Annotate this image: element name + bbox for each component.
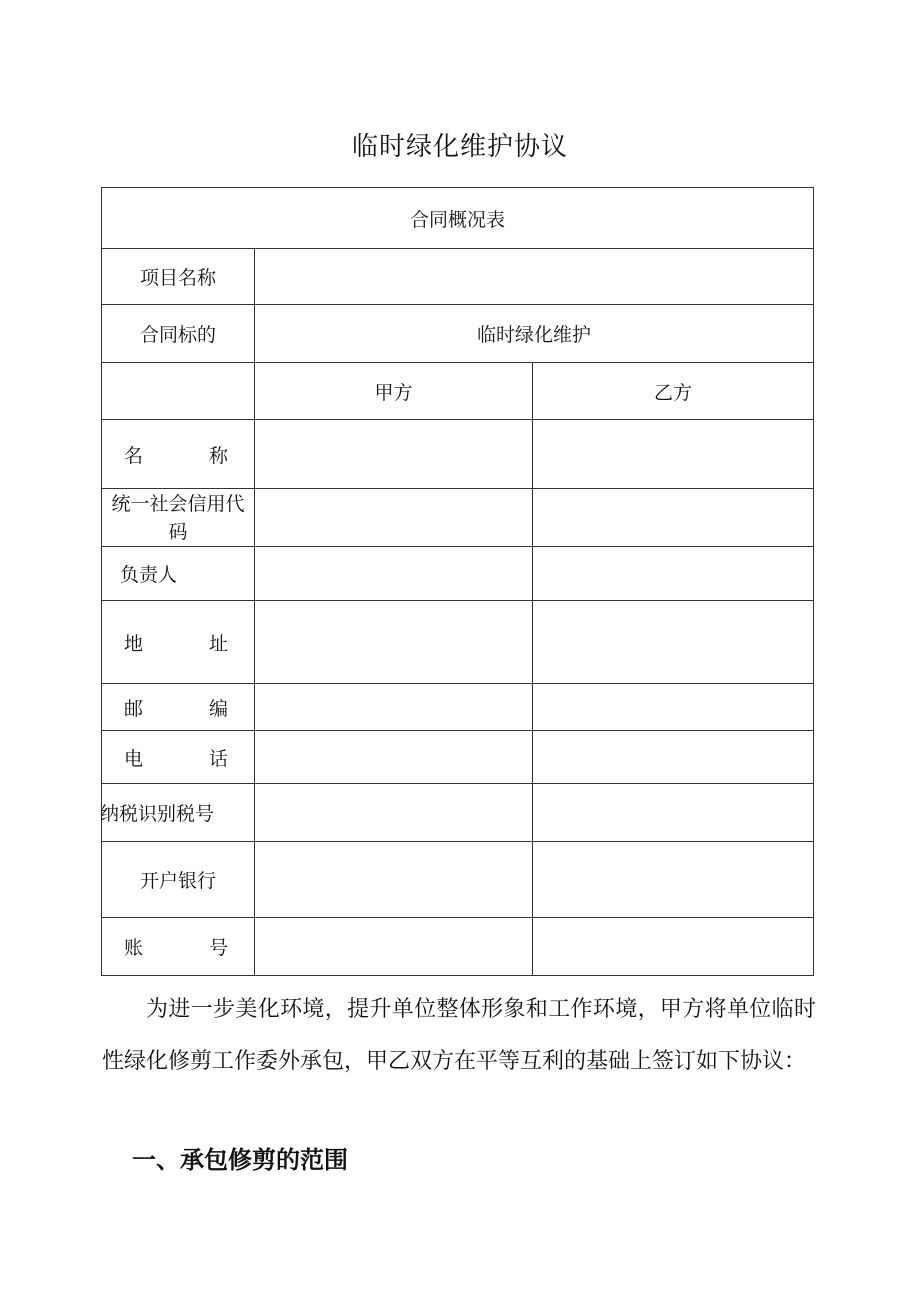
project-name-value xyxy=(255,249,814,305)
party-b-header: 乙方 xyxy=(533,363,814,420)
party-a-phone-cell xyxy=(255,731,533,784)
party-b-responsible-cell xyxy=(533,547,814,601)
intro-paragraph: 为进一步美化环境，提升单位整体形象和工作环境，甲方将单位临时性绿化修剪工作委外承包，甲乙双方在平等互利的基础上签订如下协议： xyxy=(102,997,816,1074)
party-a-responsible-cell xyxy=(255,547,533,601)
table-row xyxy=(102,420,814,489)
postcode-label: 邮 编 xyxy=(102,684,255,731)
party-a-bank-cell xyxy=(255,842,533,918)
party-b-postcode-cell xyxy=(533,684,814,731)
party-b-phone-cell xyxy=(533,731,814,784)
bank-label: 开户银行 xyxy=(102,842,255,918)
party-a-account-cell xyxy=(255,918,533,976)
phone-label: 电 话 xyxy=(102,731,255,784)
table-row xyxy=(102,842,814,918)
contract-subject-label: 合同标的 xyxy=(102,305,255,363)
party-b-name-cell xyxy=(533,420,814,489)
table-row xyxy=(102,731,814,784)
party-a-credit-code-cell xyxy=(255,489,533,547)
table-row xyxy=(102,601,814,684)
responsible-person-label: 负责人 xyxy=(102,547,255,601)
party-b-address-cell xyxy=(533,601,814,684)
table-row xyxy=(102,784,814,842)
contract-subject-value: 临时绿化维护 xyxy=(255,305,814,363)
address-label: 地 址 xyxy=(102,601,255,684)
project-name-label: 项目名称 xyxy=(102,249,255,305)
header-empty-cell xyxy=(102,363,255,420)
account-label: 账 号 xyxy=(102,918,255,976)
credit-code-label: 统一社会信用代码 xyxy=(102,489,255,547)
party-b-tax-id-cell xyxy=(533,784,814,842)
table-row xyxy=(102,684,814,731)
party-a-name-cell xyxy=(255,420,533,489)
party-b-credit-code-cell xyxy=(533,489,814,547)
party-a-postcode-cell xyxy=(255,684,533,731)
contract-summary-table xyxy=(101,187,814,976)
section-heading: 一、承包修剪的范围 xyxy=(132,1146,348,1174)
table-caption: 合同概况表 xyxy=(102,188,814,249)
party-a-tax-id-cell xyxy=(255,784,533,842)
name-label: 名 称 xyxy=(102,420,255,489)
table-row xyxy=(102,918,814,976)
table-row xyxy=(102,489,814,547)
party-b-bank-cell xyxy=(533,842,814,918)
party-a-address-cell xyxy=(255,601,533,684)
party-b-account-cell xyxy=(533,918,814,976)
document-title: 临时绿化维护协议 xyxy=(351,132,568,162)
party-a-header: 甲方 xyxy=(255,363,533,420)
table-row xyxy=(102,547,814,601)
tax-id-label: 纳税识别税号 xyxy=(102,784,255,842)
